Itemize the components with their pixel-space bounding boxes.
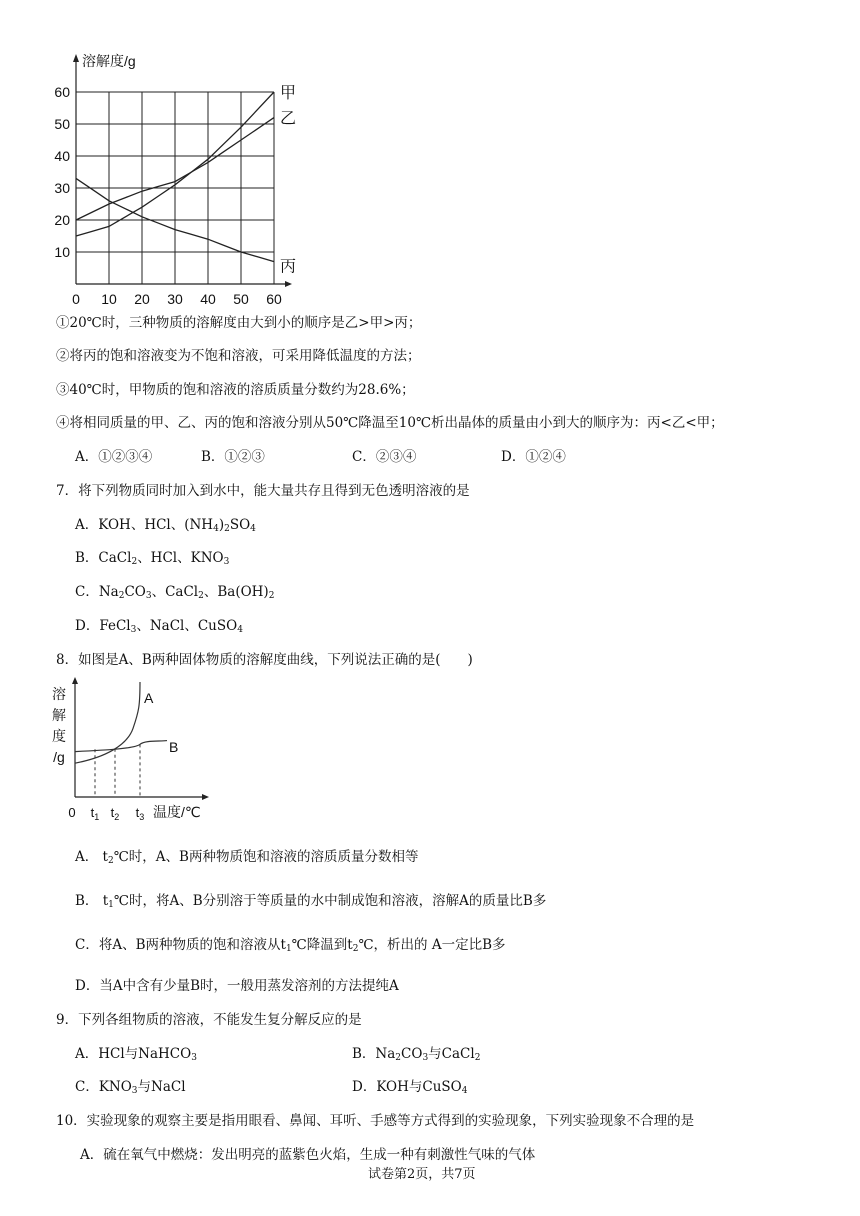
q6-statement-4: ④将相同质量的甲、乙、丙的饱和溶液分别从50℃降温至10℃析出晶体的质量由小到大的顺序为：丙<乙<甲； bbox=[56, 415, 724, 431]
x-tick-label: 0 bbox=[72, 291, 80, 307]
chart-grid bbox=[76, 92, 274, 284]
q7-stem: 7．将下列物质同时加入到水中，能大量共存且得到无色透明溶液的是 bbox=[56, 483, 470, 499]
q9-option-b[interactable]: B．$Na_2CO_3$与CaCl$_2$ bbox=[352, 1046, 481, 1063]
q8-option-c[interactable]: C．将A、B两种物质的饱和溶液从$t_1℃$降温到$t_2℃$，析出的 A一定比B多 bbox=[75, 937, 506, 954]
q8-y-label-char: 度 bbox=[52, 728, 66, 744]
series-label: 丙 bbox=[280, 258, 297, 276]
x-axis-arrow bbox=[285, 281, 292, 287]
y-axis-arrow bbox=[73, 54, 79, 62]
page-footer: 试卷第2页，共7页 bbox=[368, 1167, 476, 1182]
x-tick-label: 10 bbox=[101, 291, 117, 307]
q8-x-tick-label: $t_2$ bbox=[110, 805, 120, 822]
y-tick-label: 10 bbox=[54, 244, 70, 260]
q8-y-label-char: 解 bbox=[52, 707, 66, 723]
y-tick-label: 60 bbox=[54, 84, 70, 100]
y-tick-label: 20 bbox=[54, 212, 70, 228]
x-tick-label: 30 bbox=[167, 291, 183, 307]
q8-option-d[interactable]: D．当A中含有少量B时，一般用蒸发溶剂的方法提纯A bbox=[75, 978, 399, 994]
x-tick-label: 50 bbox=[233, 291, 249, 307]
q8-option-a[interactable]: A． $t_2℃$时，A、B两种物质饱和溶液的溶质质量分数相等 bbox=[75, 849, 419, 866]
q8-x-tick-label: $t_3$ bbox=[135, 805, 145, 822]
q7-option-b[interactable]: B．CaCl$_2$、HCl、$KNO_3$ bbox=[75, 550, 230, 567]
x-tick-label: 20 bbox=[134, 291, 150, 307]
q8-series-label-b: B bbox=[169, 739, 179, 755]
series-label: 乙 bbox=[280, 110, 297, 128]
q8-y-axis-arrow bbox=[72, 677, 78, 684]
q8-x-axis-arrow bbox=[202, 794, 209, 800]
q10-option-a[interactable]: A．硫在氧气中燃烧：发出明亮的蓝紫色火焰，生成一种有刺激性气味的气体 bbox=[80, 1147, 536, 1163]
q8-x-axis-label: 温度/℃ bbox=[153, 804, 201, 820]
q7-option-a[interactable]: A．KOH、HCl、$(NH_4)_2SO_4$ bbox=[75, 517, 256, 534]
q7-option-c[interactable]: C．$Na_2CO_3$、CaCl$_2$、$Ba(OH)_2$ bbox=[75, 584, 275, 601]
q8-x-tick-label: 0 bbox=[68, 805, 76, 820]
q8-x-tick-label: $t_1$ bbox=[90, 805, 100, 822]
q6-statement-2: ②将丙的饱和溶液变为不饱和溶液，可采用降低温度的方法； bbox=[56, 348, 421, 364]
q8-series-label-a: A bbox=[144, 690, 154, 706]
q6-statement-3: ③40℃时，甲物质的饱和溶液的溶质质量分数约为28.6%； bbox=[56, 382, 415, 398]
q8-stem: 8．如图是A、B两种固体物质的溶解度曲线，下列说法正确的是( ) bbox=[56, 652, 473, 668]
q8-chart-labels bbox=[52, 686, 201, 822]
q8-y-label-char: 溶 bbox=[52, 686, 66, 702]
q9-stem: 9．下列各组物质的溶液，不能发生复分解反应的是 bbox=[56, 1012, 362, 1028]
q8-y-label-char: /g bbox=[53, 749, 65, 765]
y-tick-label: 30 bbox=[54, 180, 70, 196]
q9-option-c[interactable]: C．$KNO_3$与NaCl bbox=[75, 1079, 186, 1096]
x-tick-label: 60 bbox=[266, 291, 282, 307]
q6-option-a[interactable]: A．①②③④ bbox=[75, 449, 153, 465]
x-tick-label: 40 bbox=[200, 291, 216, 307]
y-tick-label: 40 bbox=[54, 148, 70, 164]
q6-option-d[interactable]: D．①②④ bbox=[501, 449, 566, 465]
q8-curve-b bbox=[75, 741, 167, 752]
q6-option-b[interactable]: B．①②③ bbox=[201, 449, 265, 465]
solubility-chart bbox=[40, 48, 320, 310]
y-tick-label: 50 bbox=[54, 116, 70, 132]
q8-solubility-chart bbox=[45, 675, 230, 825]
y-axis-label: 溶解度/g bbox=[82, 53, 136, 69]
q9-option-d[interactable]: D．KOH与CuSO$_4$ bbox=[352, 1079, 468, 1096]
q6-option-c[interactable]: C．②③④ bbox=[352, 449, 417, 465]
q6-statement-1: ①20℃时，三种物质的溶解度由大到小的顺序是乙>甲>丙； bbox=[56, 315, 422, 331]
q10-stem: 10．实验现象的观察主要是指用眼看、鼻闻、耳听、手感等方式得到的实验现象，下列实验现象不合理的是 bbox=[56, 1113, 695, 1129]
q7-option-d[interactable]: D．FeCl$_3$、NaCl、CuSO$_4$ bbox=[75, 618, 243, 635]
q9-option-a[interactable]: A．HCl与NaHCO$_3$ bbox=[75, 1046, 197, 1063]
series-label: 甲 bbox=[280, 85, 297, 102]
q8-option-b[interactable]: B． $t_1℃$时，将A、B分别溶于等质量的水中制成饱和溶液，溶解A的质量比B多 bbox=[75, 893, 547, 910]
